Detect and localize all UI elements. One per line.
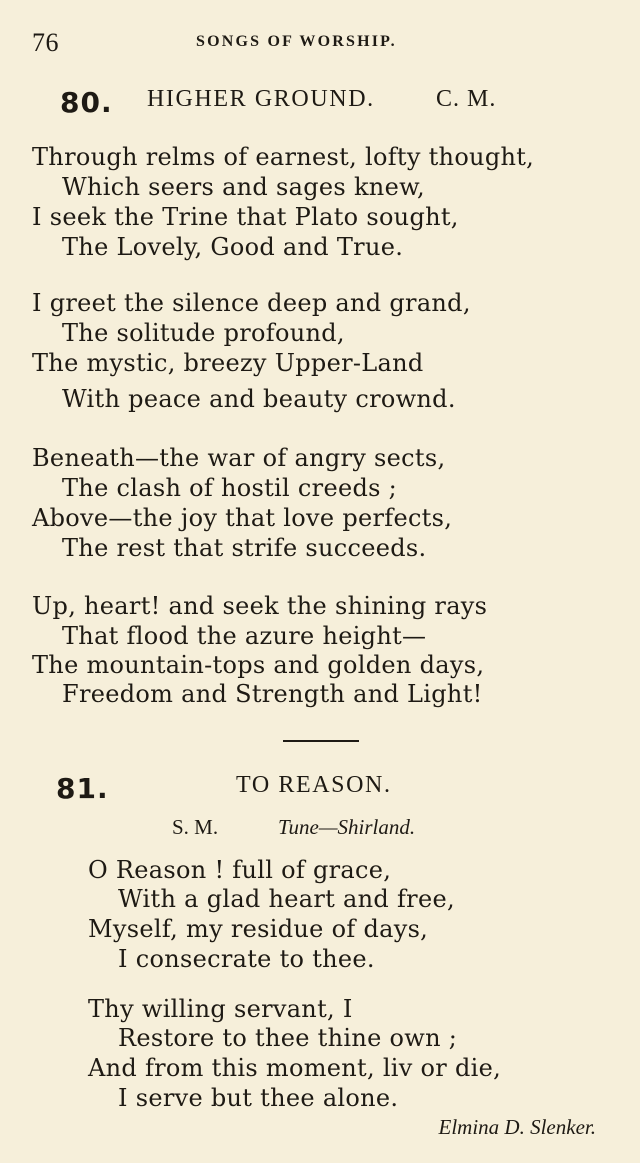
hymn-81-meter: S. M. [172, 815, 219, 839]
verse-line: I serve but thee alone. [118, 1084, 399, 1112]
running-head: SONGS OF WORSHIP. [196, 33, 397, 50]
verse-line: I consecrate to thee. [118, 945, 375, 973]
verse-line: The mystic, breezy Upper-Land [32, 349, 424, 377]
verse-line: Thy willing servant, I [88, 995, 353, 1023]
verse-line: The mountain-tops and golden days, [32, 651, 485, 679]
verse-line: The clash of hostil creeds ; [62, 474, 398, 502]
verse-line: And from this moment, liv or die, [88, 1054, 502, 1082]
page-number: 76 [32, 28, 59, 57]
hymn-80-title: HIGHER GROUND. [147, 86, 375, 112]
verse-line: With a glad heart and free, [118, 885, 455, 913]
verse-line: O Reason ! full of grace, [88, 856, 392, 884]
hymn-81-title: TO REASON. [236, 772, 392, 798]
hymn-81-tune: Tune—Shirland. [278, 815, 416, 839]
verse-line: Which seers and sages knew, [62, 173, 425, 201]
verse-line: Beneath—the war of angry sects, [32, 444, 446, 472]
verse-line: Up, heart! and seek the shining rays [32, 592, 488, 620]
verse-line: Through relms of earnest, lofty thought, [32, 143, 535, 171]
author-attribution: Elmina D. Slenker. [438, 1115, 596, 1139]
verse-line: Restore to thee thine own ; [118, 1024, 458, 1052]
verse-line: The Lovely, Good and True. [62, 233, 404, 261]
section-divider [283, 740, 359, 742]
verse-line: Freedom and Strength and Light! [62, 680, 483, 708]
verse-line: That flood the azure height— [62, 622, 427, 650]
hymn-81-number: 81. [56, 772, 109, 805]
hymn-80-number: 80. [60, 86, 113, 119]
verse-line: I greet the silence deep and grand, [32, 289, 471, 317]
verse-line: Above—the joy that love perfects, [32, 504, 453, 532]
verse-line: The solitude profound, [62, 319, 345, 347]
hymn-80-meter: C. M. [436, 86, 497, 112]
verse-line: Myself, my residue of days, [88, 915, 429, 943]
verse-line: With peace and beauty crownd. [62, 385, 456, 413]
verse-line: I seek the Trine that Plato sought, [32, 203, 459, 231]
verse-line: The rest that strife succeeds. [62, 534, 427, 562]
